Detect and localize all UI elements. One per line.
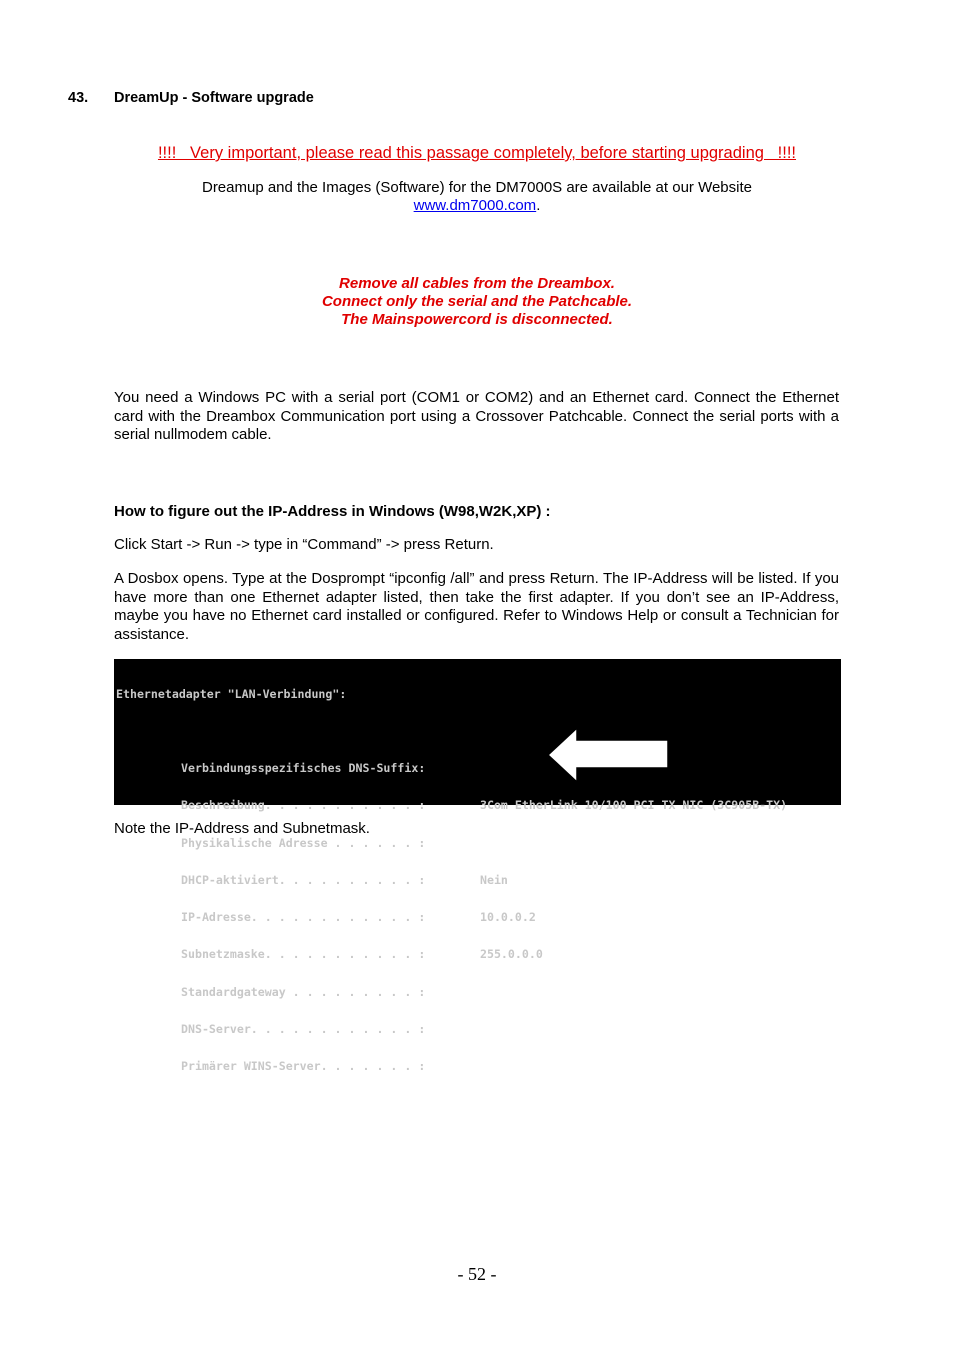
console-row bbox=[116, 948, 841, 960]
section-title: DreamUp - Software upgrade bbox=[114, 90, 314, 106]
availability-text: Dreamup and the Images (Software) for the DM7000S are available at our Website bbox=[201, 179, 752, 196]
console-value: 255.0.0.0 bbox=[473, 947, 543, 962]
console-key: DHCP-aktiviert. . . . . . . . . . : bbox=[181, 872, 426, 887]
section-number: 43. bbox=[68, 90, 89, 106]
console-key: IP-Adresse. . . . . . . . . . . . : bbox=[181, 910, 426, 925]
console-key: Standardgateway . . . . . . . . . : bbox=[181, 984, 426, 999]
console-row bbox=[116, 986, 841, 998]
console-row bbox=[116, 1060, 841, 1072]
console-header: Ethernetadapter "LAN-Verbindung": bbox=[116, 686, 347, 701]
console-key: DNS-Server. . . . . . . . . . . . : bbox=[181, 1021, 426, 1036]
console-row bbox=[116, 762, 841, 774]
warning-text: !!!! Very important, please read this passage completely, before starting upgrading !!!! bbox=[157, 144, 797, 162]
website-link[interactable]: www.dm7000.com bbox=[413, 197, 537, 214]
console-row bbox=[116, 1023, 841, 1035]
console-row bbox=[116, 874, 841, 886]
console-value: 3Com EtherLink 10/100 PCI TX NIC (3C905B-TX) bbox=[473, 798, 788, 813]
dosbox-paragraph: A Dosbox opens. Type at the Dosprompt “ipconfig /all” and press Return. The IP-Address will be listed. If you have more than one Ethernet adapter listed, then take the first adapter. If you don’t see an IP-Address, maybe you have no Ethernet card installed or configured. Refer to Windows Help or consult a Technician for assistance. bbox=[114, 570, 839, 643]
page-number: - 52 - bbox=[457, 1264, 497, 1284]
console-value: 10.0.0.2 bbox=[473, 910, 536, 925]
console-row bbox=[116, 799, 841, 811]
left-arrow-icon bbox=[546, 726, 671, 784]
console-key: Primärer WINS-Server. . . . . . . : bbox=[181, 1058, 426, 1073]
ip-howto-heading: How to figure out the IP-Address in Windows (W98,W2K,XP) : bbox=[114, 503, 551, 520]
cable-notice-line: Remove all cables from the Dreambox. bbox=[339, 275, 615, 292]
cable-notice-line: The Mainspowercord is disconnected. bbox=[341, 311, 613, 328]
console-key: Verbindungsspezifisches DNS-Suffix: bbox=[181, 761, 426, 776]
availability-note bbox=[0, 179, 954, 215]
requirements-paragraph: You need a Windows PC with a serial port (COM1 or COM2) and an Ethernet card. Connect the Ethernet card with the Dreambox Communication port using a Crossover Patchcable. Connect the serial ports with a serial nullmodem cable. bbox=[114, 389, 839, 444]
section-heading bbox=[68, 90, 314, 106]
console-key: Physikalische Adresse . . . . . . : bbox=[181, 835, 426, 850]
note-paragraph: Note the IP-Address and Subnetmask. bbox=[114, 820, 370, 837]
console-value: Nein bbox=[473, 872, 508, 887]
cable-notice-line: Connect only the serial and the Patchcable. bbox=[321, 293, 633, 310]
availability-suffix: . bbox=[536, 197, 541, 214]
console-key: Beschreibung. . . . . . . . . . . : bbox=[181, 798, 426, 813]
console-row bbox=[116, 911, 841, 923]
command-instruction: Click Start -> Run -> type in “Command” -> press Return. bbox=[114, 536, 494, 553]
console-key: Subnetzmaske. . . . . . . . . . . : bbox=[181, 947, 426, 962]
cable-notice bbox=[0, 275, 954, 329]
availability-link-line bbox=[0, 197, 954, 215]
